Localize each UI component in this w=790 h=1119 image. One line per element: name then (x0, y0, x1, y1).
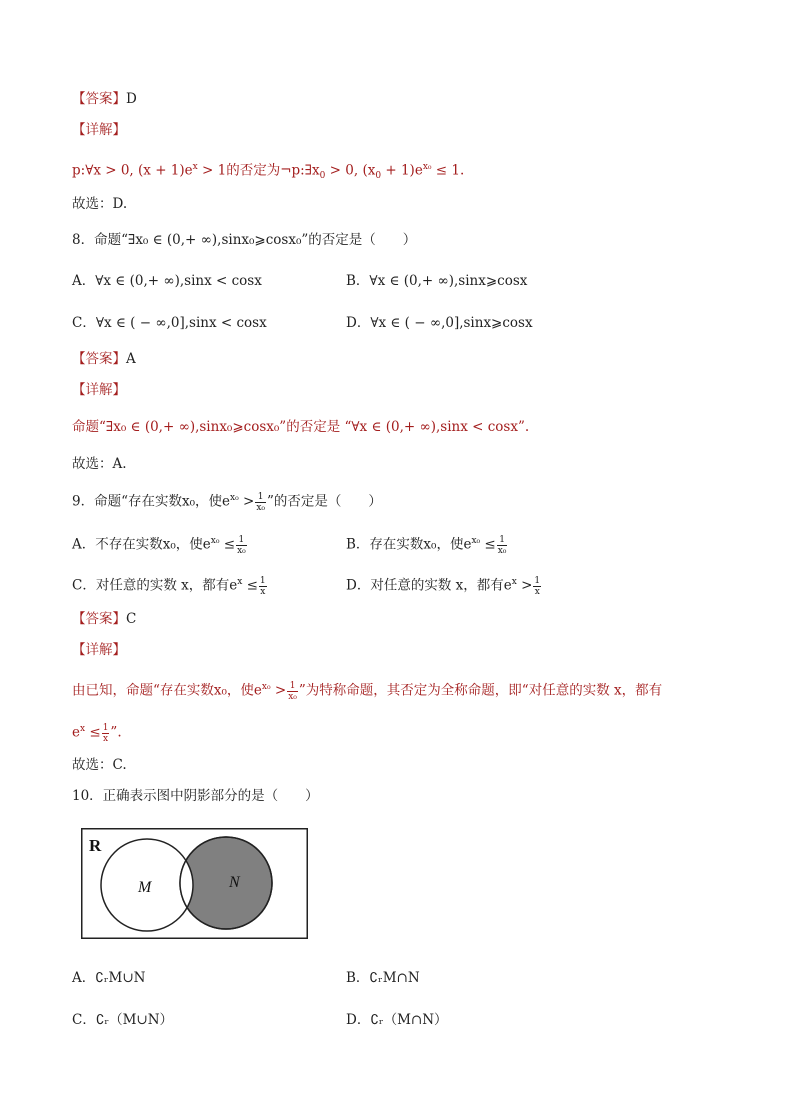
q7-detail: p:∀x > 0, $(x + 1)e^x > 1$的否定为$\neg p:\exists x_0 > 0$, $(x_0 + 1)e^{x_0} \le 1$. (72, 162, 465, 182)
q9-option-d: D．对任意的实数 x，都有$e^x$ > $\frac{1}{x}$ (346, 575, 541, 597)
q9-answer: 【答案】C (72, 611, 137, 627)
q8-stem: 8．命题“∃x₀ ∈ (0,+ ∞),sinx₀⩾cosx₀”的否定是（ ） (72, 232, 417, 248)
q8-option-d: D．∀x ∈ ( − ∞,0],sinx⩾cosx (346, 315, 533, 331)
q9-detail-line2: $e^x$ ≤ $\frac{1}{x}$ ”. (72, 722, 122, 744)
venn-label-n: N (229, 874, 240, 891)
venn-label-m: M (138, 879, 152, 896)
q9-detail-label: 【详解】 (72, 642, 126, 658)
q7-conclusion: 故选：D. (72, 196, 128, 212)
q9-option-b: B．存在实数x₀，使$e^{x_0}$ ≤ $\frac{1}{\text{x₀}}$ (346, 534, 507, 556)
q9-conclusion: 故选：C. (72, 757, 127, 773)
q8-answer: 【答案】A (72, 351, 136, 367)
q10-option-b: B．∁ᵣM∩N (346, 970, 420, 986)
q10-option-c: C．∁ᵣ（M∪N） (72, 1012, 174, 1028)
q7-detail-label: 【详解】 (72, 122, 126, 138)
q10-stem: 10．正确表示图中阴影部分的是（ ） (72, 788, 319, 804)
q9-option-a: A．不存在实数x₀，使$e^{x_0}$ ≤ $\frac{1}{\text{x₀}}$ (72, 534, 246, 556)
venn-label-r: R (89, 836, 102, 855)
q9-stem: 9．命题“存在实数x₀，使$e^{x_0}$ > $\frac{1}{\text{x₀}}$ ”的否定是（ ） (72, 491, 382, 513)
q8-option-a: A．∀x ∈ (0,+ ∞),sinx < cosx (72, 273, 262, 289)
q8-detail-label: 【详解】 (72, 382, 126, 398)
q8-detail: 命题“∃x₀ ∈ (0,+ ∞),sinx₀⩾cosx₀”的否定是 “∀x ∈ (0,+ ∞),sinx < cosx”. (72, 419, 530, 435)
venn-diagram (81, 828, 308, 939)
q9-detail-line1: 由已知，命题“存在实数x₀，使$e^{x_0}$ > $\frac{1}{\text{x₀}}$ ”为特称命题，其否定为全称命题，即“对任意的实数 x，都有 (72, 680, 663, 702)
q10-option-d: D．∁ᵣ（M∩N） (346, 1012, 448, 1028)
q7-answer: 【答案】D (72, 91, 137, 107)
q9-option-c: C．对任意的实数 x，都有$e^x$ ≤ $\frac{1}{x}$ (72, 575, 266, 597)
q8-option-b: B．∀x ∈ (0,+ ∞),sinx⩾cosx (346, 273, 528, 289)
q8-conclusion: 故选：A. (72, 456, 127, 472)
q8-option-c: C．∀x ∈ ( − ∞,0],sinx < cosx (72, 315, 267, 331)
q10-option-a: A．∁ᵣM∪N (72, 970, 146, 986)
